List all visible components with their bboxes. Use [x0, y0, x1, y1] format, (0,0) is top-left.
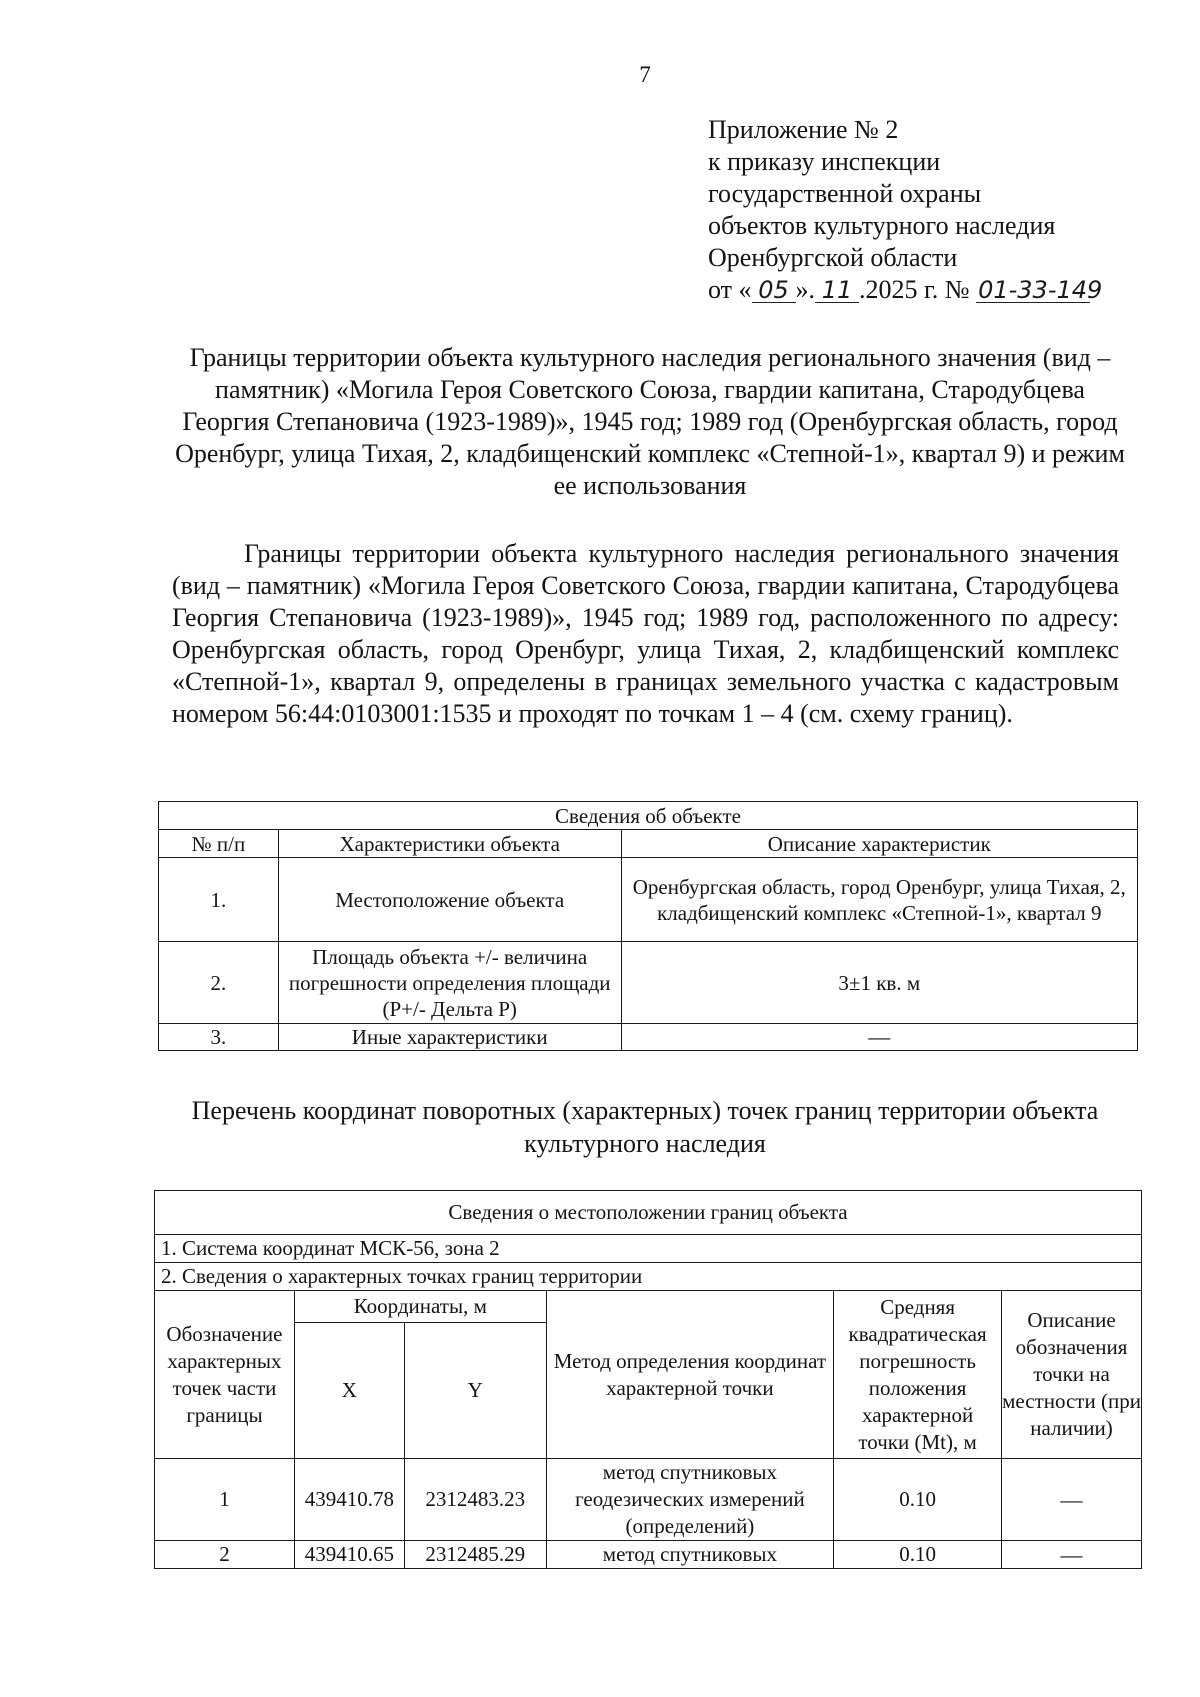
table-row [155, 1541, 1142, 1569]
handwritten-month: 11 [815, 278, 859, 303]
table-cell: Оренбургская область, город Оренбург, улица Тихая, 2, кладбищенский комплекс «Степной-1», квартал 9 [621, 858, 1137, 942]
date-prefix: от « [708, 275, 752, 304]
order-date-line [708, 274, 1103, 306]
table-cell: 1 [155, 1459, 295, 1541]
table-row [155, 1459, 1142, 1541]
appendix-line: Приложение № 2 [708, 115, 899, 144]
table-cell: 0.10 [834, 1459, 1002, 1541]
column-header: Характеристики объекта [278, 830, 621, 858]
table-cell: Местоположение объекта [278, 858, 621, 942]
table-cell: 2312483.23 [404, 1459, 546, 1541]
column-header: Описание характеристик [621, 830, 1137, 858]
column-header: Y [404, 1323, 546, 1459]
object-info-table [158, 801, 1138, 1051]
appendix-line: объектов культурного наследия [708, 211, 1056, 240]
column-header: Координаты, м [294, 1291, 546, 1323]
handwritten-order-number: 01-33-149 [978, 276, 1103, 304]
table-cell: 1. [159, 858, 279, 942]
column-header: Средняя квадратическая погрешность положения характерной точки (Mt), м [834, 1291, 1002, 1459]
points-caption: 2. Сведения о характерных точках границ территории [155, 1263, 1142, 1291]
handwritten-day: 05 [752, 278, 796, 303]
appendix-line: Оренбургской области [708, 243, 958, 272]
document-title: Границы территории объекта культурного наследия регионального значения (вид – памятник) «Могила Героя Советского Союза, гвардии капитана, Стародубцева Георгия Степановича (1923-1989)», 1945 год; 1989 год (Оренбургская область, город Оренбург, улица Тихая, 2, кладбищенский комплекс «Степной-1», квартал 9) и режим ее использования [175, 343, 1125, 500]
table-cell: метод спутниковых геодезических измерений (определений) [546, 1459, 833, 1541]
coordinate-system: 1. Система координат МСК-56, зона 2 [155, 1235, 1142, 1263]
table-row [159, 942, 1138, 1024]
table-cell: 3±1 кв. м [621, 942, 1137, 1024]
table-caption: Сведения об объекте [159, 802, 1138, 830]
page-number: 7 [639, 62, 651, 87]
table-cell: 2 [155, 1541, 295, 1569]
table-caption: Сведения о местоположении границ объекта [155, 1191, 1142, 1235]
table-cell: 0.10 [834, 1541, 1002, 1569]
date-separator: ». [795, 275, 816, 304]
table-row [159, 1024, 1138, 1051]
column-header: Обозначение характерных точек части границы [155, 1291, 295, 1459]
table-cell: Площадь объекта +/- величина погрешности определения площади (Р+/- Дельта Р) [278, 942, 621, 1024]
appendix-line: государственной охраны [708, 179, 982, 208]
column-header: № п/п [159, 830, 279, 858]
table-cell: Иные характеристики [278, 1024, 621, 1051]
table-cell: 3. [159, 1024, 279, 1051]
coordinates-title: Перечень координат поворотных (характерных) точек границ территории объекта культурного наследия [191, 1096, 1099, 1158]
body-paragraph: Границы территории объекта культурного наследия регионального значения (вид – памятник) «Могила Героя Советского Союза, гвардии капитана, Стародубцева Георгия Степановича (1923-1989)», 1945 год; 1989 год, расположенного по адресу: Оренбургская область, город Оренбург, улица Тихая, 2, кладбищенский комплекс «Степной-1», квартал 9, определены в границах земельного участка с кадастровым номером 56:44:0103001:1535 и проходят по точкам 1 – 4 (см. схему границ). [172, 539, 1119, 728]
table-cell: — [1002, 1459, 1142, 1541]
date-year: .2025 г. № [859, 275, 970, 304]
table-cell: 2312485.29 [404, 1541, 546, 1569]
table-cell: 439410.78 [294, 1459, 404, 1541]
table-cell: 2. [159, 942, 279, 1024]
column-header: Метод определения координат характерной точки [546, 1291, 833, 1459]
table-cell: 439410.65 [294, 1541, 404, 1569]
coordinates-table [154, 1190, 1142, 1569]
table-row [159, 858, 1138, 942]
appendix-line: к приказу инспекции [708, 147, 941, 176]
appendix-header [708, 114, 1103, 306]
table-cell: — [1002, 1541, 1142, 1569]
column-header: Описание обозначения точки на местности (при наличии) [1002, 1291, 1142, 1459]
table-cell: — [621, 1024, 1137, 1051]
table-cell: метод спутниковых [546, 1541, 833, 1569]
column-header: X [294, 1323, 404, 1459]
